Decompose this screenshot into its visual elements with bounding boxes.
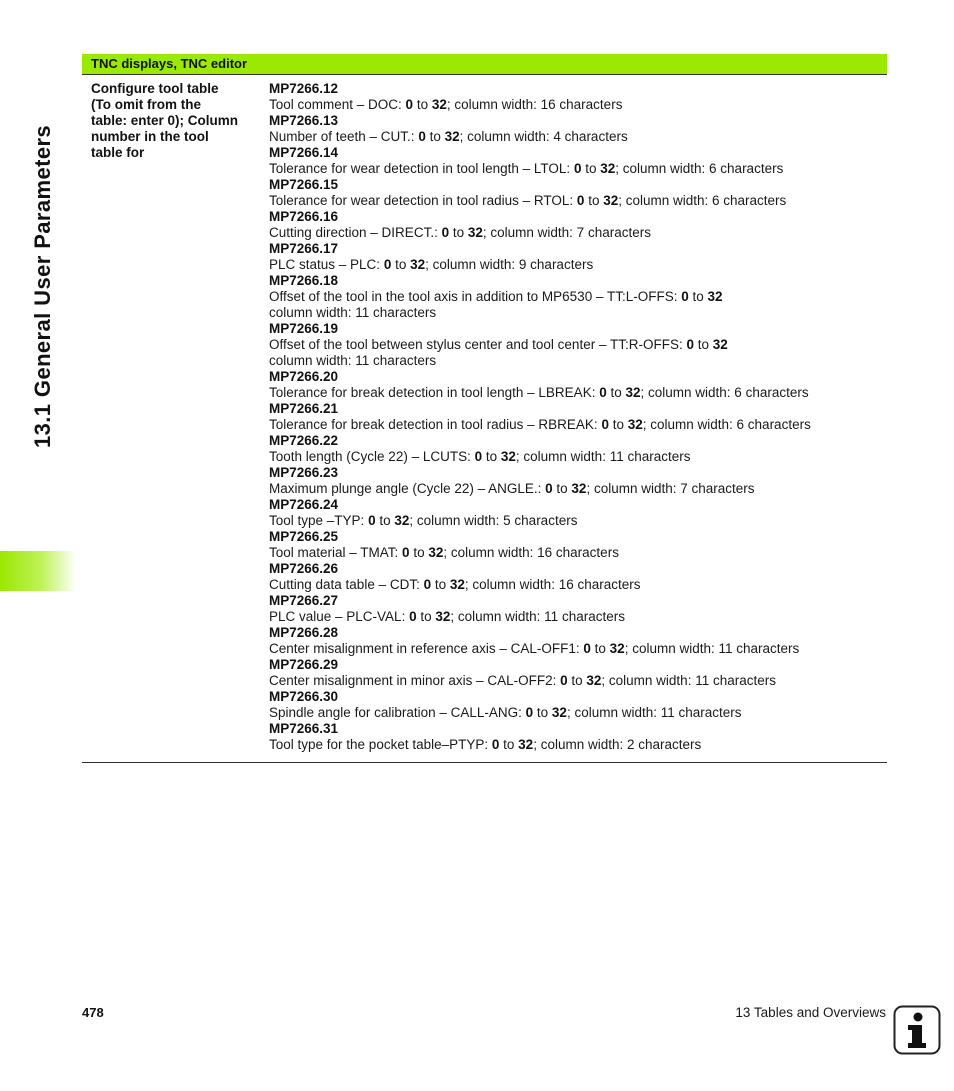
parameter-entry bbox=[269, 401, 879, 433]
range-max: 32 bbox=[431, 97, 447, 112]
parameter-id: MP7266.17 bbox=[269, 241, 339, 256]
parameter-entry bbox=[269, 529, 879, 561]
range-separator: to bbox=[688, 289, 708, 304]
parameter-entry bbox=[269, 689, 879, 721]
range-separator: to bbox=[533, 705, 552, 720]
parameter-entry bbox=[269, 113, 879, 145]
range-min: 0 bbox=[573, 161, 582, 176]
parameter-description bbox=[269, 545, 879, 561]
range-min: 0 bbox=[368, 513, 376, 528]
parameter-entry bbox=[269, 177, 879, 209]
column-width-text: ; column width: 6 characters bbox=[642, 417, 811, 432]
parameter-id: MP7266.12 bbox=[269, 81, 339, 96]
label-line: table: enter 0); Column bbox=[91, 113, 239, 128]
parameter-description bbox=[269, 161, 879, 177]
parameter-entry bbox=[269, 81, 879, 113]
parameter-entry bbox=[269, 145, 879, 177]
parameter-id: MP7266.21 bbox=[269, 401, 339, 416]
parameter-entry bbox=[269, 465, 879, 497]
label-line: Configure tool table bbox=[91, 81, 219, 96]
range-separator: to bbox=[409, 545, 429, 560]
range-min: 0 bbox=[681, 289, 689, 304]
parameter-id: MP7266.18 bbox=[269, 273, 339, 288]
range-max: 32 bbox=[712, 337, 728, 352]
parameter-entry bbox=[269, 321, 879, 369]
description-text: Cutting direction – DIRECT.: bbox=[269, 225, 442, 240]
description-text: Offset of the tool in the tool axis in addition to MP6530 – TT:L-OFFS: bbox=[269, 289, 682, 304]
range-max: 32 bbox=[518, 737, 534, 752]
range-separator: to bbox=[590, 641, 610, 656]
parameter-description bbox=[269, 337, 879, 353]
parameter-description bbox=[269, 257, 879, 273]
range-max: 32 bbox=[435, 609, 451, 624]
range-max: 32 bbox=[410, 257, 426, 272]
description-text: Tolerance for break detection in tool length – LBREAK: bbox=[269, 385, 600, 400]
parameter-description bbox=[269, 737, 879, 753]
parameter-id: MP7266.16 bbox=[269, 209, 339, 224]
parameter-entry bbox=[269, 593, 879, 625]
description-text: Center misalignment in reference axis – CAL-OFF1: bbox=[269, 641, 584, 656]
range-min: 0 bbox=[599, 385, 607, 400]
column-width-text: ; column width: 6 characters bbox=[615, 161, 784, 176]
range-separator: to bbox=[567, 673, 587, 688]
parameter-description bbox=[269, 705, 879, 721]
column-width-text: ; column width: 7 characters bbox=[482, 225, 651, 240]
parameter-entry bbox=[269, 433, 879, 465]
column-width-text: ; column width: 5 characters bbox=[409, 513, 578, 528]
info-icon-graphic bbox=[893, 1005, 941, 1055]
parameter-description bbox=[269, 129, 879, 145]
range-separator: to bbox=[482, 449, 501, 464]
range-max: 32 bbox=[467, 225, 483, 240]
range-separator: to bbox=[416, 609, 436, 624]
parameter-id: MP7266.24 bbox=[269, 497, 339, 512]
range-max: 32 bbox=[627, 417, 643, 432]
parameter-entry bbox=[269, 369, 879, 401]
parameter-id: MP7266.31 bbox=[269, 721, 339, 736]
parameter-id: MP7266.19 bbox=[269, 321, 339, 336]
range-max: 32 bbox=[625, 385, 641, 400]
parameter-id: MP7266.28 bbox=[269, 625, 339, 640]
range-max: 32 bbox=[586, 673, 602, 688]
page-number: 478 bbox=[82, 1005, 104, 1020]
range-max: 32 bbox=[500, 449, 516, 464]
range-separator: to bbox=[431, 577, 450, 592]
parameter-id: MP7266.13 bbox=[269, 113, 339, 128]
range-separator: to bbox=[413, 97, 432, 112]
range-min: 0 bbox=[402, 545, 410, 560]
range-separator: to bbox=[693, 337, 713, 352]
range-max: 32 bbox=[600, 161, 616, 176]
range-max: 32 bbox=[444, 129, 460, 144]
range-min: 0 bbox=[601, 417, 609, 432]
range-separator: to bbox=[425, 129, 445, 144]
parameter-description bbox=[269, 449, 879, 465]
column-width-text: ; column width: 11 characters bbox=[601, 673, 776, 688]
range-min: 0 bbox=[686, 337, 694, 352]
column-width-text: ; column width: 9 characters bbox=[425, 257, 594, 272]
parameter-entry bbox=[269, 625, 879, 657]
column-width-text: column width: 11 characters bbox=[269, 305, 437, 320]
column-width-text: ; column width: 16 characters bbox=[443, 545, 619, 560]
parameter-entry bbox=[269, 241, 879, 273]
description-text: Cutting data table – CDT: bbox=[269, 577, 424, 592]
range-min: 0 bbox=[583, 641, 591, 656]
description-text: Tooth length (Cycle 22) – LCUTS: bbox=[269, 449, 475, 464]
column-width-text: ; column width: 11 characters bbox=[450, 609, 625, 624]
description-text: Tolerance for wear detection in tool length – LTOL: bbox=[269, 161, 574, 176]
range-separator: to bbox=[391, 257, 411, 272]
parameter-group-label bbox=[91, 81, 261, 161]
description-text: Tolerance for break detection in tool radius – RBREAK: bbox=[269, 417, 602, 432]
side-chapter-tab bbox=[0, 551, 76, 591]
parameter-entry bbox=[269, 657, 879, 689]
parameter-description bbox=[269, 385, 879, 401]
parameter-id: MP7266.14 bbox=[269, 145, 339, 160]
parameter-description bbox=[269, 193, 879, 209]
description-text: Tool type –TYP: bbox=[269, 513, 369, 528]
description-text: Tool type for the pocket table–PTYP: bbox=[269, 737, 492, 752]
range-min: 0 bbox=[560, 673, 568, 688]
parameter-id: MP7266.20 bbox=[269, 369, 339, 384]
parameter-description bbox=[269, 641, 879, 657]
parameter-description bbox=[269, 417, 879, 433]
parameter-id: MP7266.26 bbox=[269, 561, 339, 576]
range-separator: to bbox=[552, 481, 572, 496]
range-min: 0 bbox=[545, 481, 553, 496]
description-text: PLC value – PLC-VAL: bbox=[269, 609, 410, 624]
table-header-title: TNC displays, TNC editor bbox=[91, 56, 248, 71]
column-width-text: ; column width: 2 characters bbox=[533, 737, 702, 752]
parameter-id: MP7266.15 bbox=[269, 177, 339, 192]
parameter-id: MP7266.25 bbox=[269, 529, 339, 544]
parameter-id: MP7266.23 bbox=[269, 465, 339, 480]
parameter-description bbox=[269, 609, 879, 625]
column-width-text: ; column width: 16 characters bbox=[446, 97, 623, 112]
parameter-description bbox=[269, 289, 879, 305]
range-max: 32 bbox=[394, 513, 410, 528]
range-separator: to bbox=[449, 225, 468, 240]
range-min: 0 bbox=[525, 705, 534, 720]
range-max: 32 bbox=[609, 641, 625, 656]
chapter-title: 13 Tables and Overviews bbox=[735, 1005, 886, 1020]
description-text: Tolerance for wear detection in tool radius – RTOL: bbox=[269, 193, 577, 208]
parameter-description bbox=[269, 225, 879, 241]
range-max: 32 bbox=[449, 577, 465, 592]
parameter-id: MP7266.27 bbox=[269, 593, 339, 608]
description-text: Tool comment – DOC: bbox=[269, 97, 406, 112]
description-text: Tool material – TMAT: bbox=[269, 545, 403, 560]
range-separator: to bbox=[608, 417, 628, 432]
range-max: 32 bbox=[603, 193, 619, 208]
column-width-text: ; column width: 6 characters bbox=[618, 193, 787, 208]
description-text: Maximum plunge angle (Cycle 22) – ANGLE.: bbox=[269, 481, 546, 496]
range-separator: to bbox=[581, 161, 601, 176]
parameter-description bbox=[269, 577, 879, 593]
parameter-entry bbox=[269, 497, 879, 529]
column-width-text: ; column width: 11 characters bbox=[515, 449, 691, 464]
parameter-description bbox=[269, 673, 879, 689]
range-min: 0 bbox=[409, 609, 417, 624]
range-max: 32 bbox=[707, 289, 723, 304]
label-line: (To omit from the bbox=[91, 97, 201, 112]
range-min: 0 bbox=[423, 577, 432, 592]
parameter-id: MP7266.22 bbox=[269, 433, 339, 448]
column-width-text: ; column width: 16 characters bbox=[464, 577, 641, 592]
range-separator: to bbox=[584, 193, 604, 208]
description-text: PLC status – PLC: bbox=[269, 257, 384, 272]
parameter-id: MP7266.29 bbox=[269, 657, 339, 672]
range-separator: to bbox=[499, 737, 519, 752]
table-bottom-rule bbox=[82, 762, 887, 763]
parameter-description bbox=[269, 513, 879, 529]
parameter-entry bbox=[269, 273, 879, 321]
description-text: Number of teeth – CUT.: bbox=[269, 129, 419, 144]
range-max: 32 bbox=[551, 705, 567, 720]
range-separator: to bbox=[375, 513, 395, 528]
label-line: table for bbox=[91, 145, 145, 160]
parameter-entry bbox=[269, 209, 879, 241]
range-min: 0 bbox=[576, 193, 585, 208]
description-text: Center misalignment in minor axis – CAL-OFF2: bbox=[269, 673, 561, 688]
parameter-list bbox=[269, 81, 879, 753]
side-section-title-text: 13.1 General User Parameters bbox=[30, 124, 55, 448]
column-width-text: ; column width: 4 characters bbox=[459, 129, 628, 144]
range-min: 0 bbox=[491, 737, 500, 752]
range-max: 32 bbox=[571, 481, 587, 496]
label-line: number in the tool bbox=[91, 129, 209, 144]
range-max: 32 bbox=[428, 545, 444, 560]
description-text: Spindle angle for calibration – CALL-ANG: bbox=[269, 705, 526, 720]
column-width-text: ; column width: 11 characters bbox=[624, 641, 800, 656]
column-width-text: ; column width: 11 characters bbox=[566, 705, 742, 720]
range-min: 0 bbox=[441, 225, 450, 240]
parameter-description bbox=[269, 481, 879, 497]
range-min: 0 bbox=[474, 449, 483, 464]
parameter-entry bbox=[269, 721, 879, 753]
table-header bbox=[82, 54, 887, 75]
description-text: Offset of the tool between stylus center and tool center – TT:R-OFFS: bbox=[269, 337, 687, 352]
range-min: 0 bbox=[383, 257, 392, 272]
range-separator: to bbox=[606, 385, 626, 400]
info-icon bbox=[893, 1005, 941, 1055]
column-width-text: ; column width: 7 characters bbox=[586, 481, 755, 496]
parameter-description bbox=[269, 97, 879, 113]
column-width-text: ; column width: 6 characters bbox=[640, 385, 809, 400]
parameter-id: MP7266.30 bbox=[269, 689, 339, 704]
range-min: 0 bbox=[418, 129, 426, 144]
range-min: 0 bbox=[405, 97, 414, 112]
column-width-text: column width: 11 characters bbox=[269, 353, 437, 368]
side-section-title bbox=[28, 48, 58, 448]
parameter-entry bbox=[269, 561, 879, 593]
